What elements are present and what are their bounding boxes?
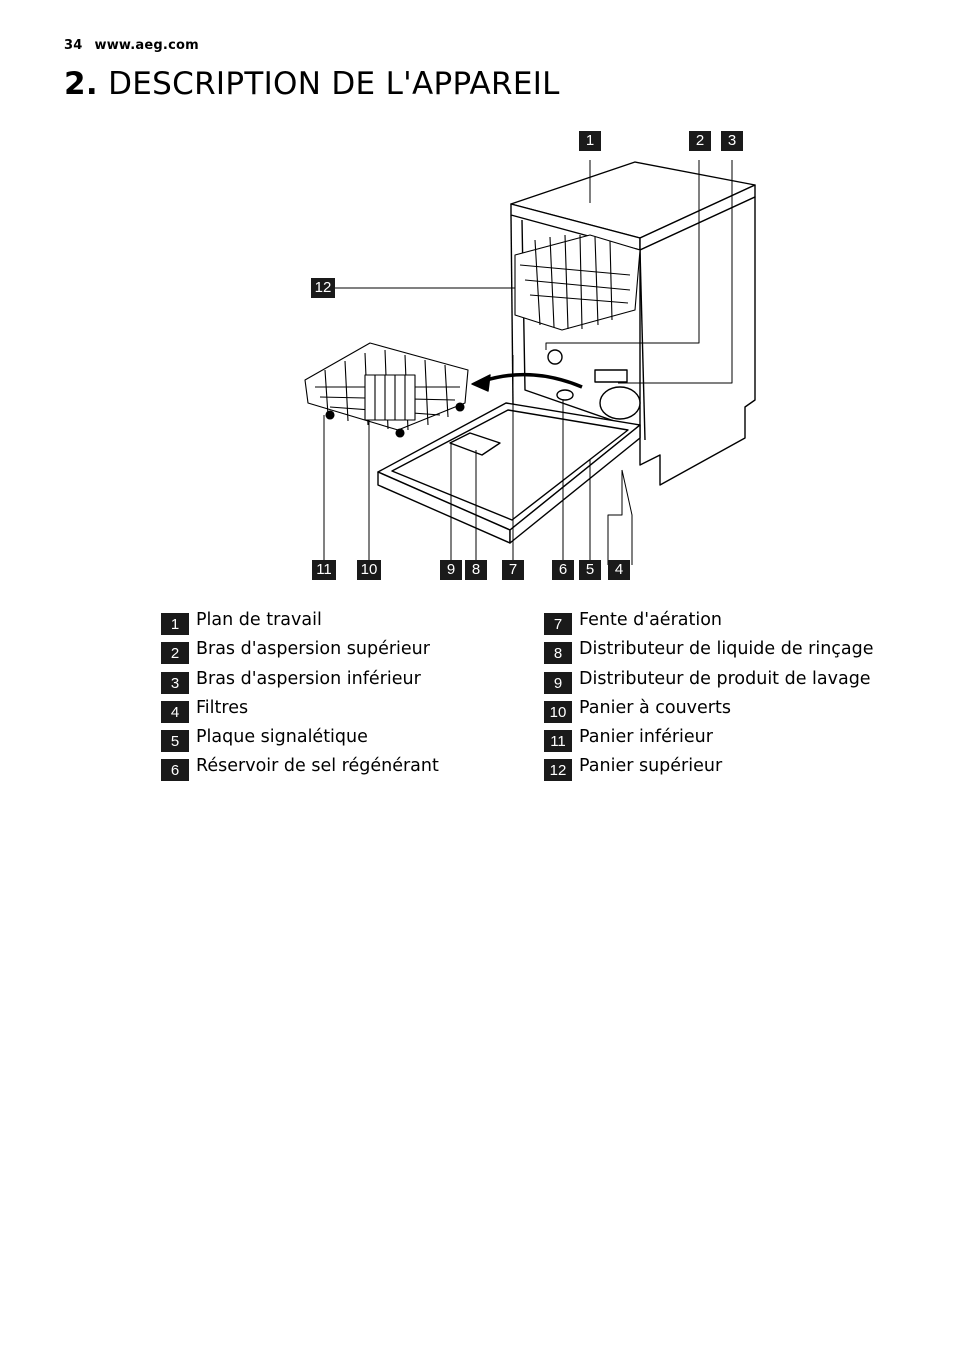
legend-left (161, 610, 541, 786)
salt-reservoir-cap (557, 390, 573, 400)
legend-item (161, 727, 541, 756)
callout-11: 11 (312, 560, 336, 580)
legend-item (544, 610, 924, 639)
basket-arrow (480, 375, 582, 387)
legend-item (544, 639, 924, 668)
legend-number: 7 (544, 613, 572, 635)
legend-item (544, 698, 924, 727)
legend-label: Plaque signalétique (196, 727, 368, 748)
page-header (64, 38, 199, 53)
callout-8: 8 (465, 560, 487, 580)
legend-item (161, 756, 541, 785)
lower-spray-arm-shape (600, 387, 640, 419)
page-number: 34 (64, 38, 83, 53)
legend-number: 9 (544, 672, 572, 694)
callout-6: 6 (552, 560, 574, 580)
upper-basket (515, 235, 640, 330)
basket-arrow-head (472, 375, 490, 391)
legend-number: 12 (544, 759, 572, 781)
spray-arm-hub (595, 370, 627, 382)
upper-spray-arm-shape (548, 350, 562, 364)
dishwasher-illustration (300, 125, 760, 595)
callout-4: 4 (608, 560, 630, 580)
legend-label: Distributeur de liquide de rinçage (579, 639, 874, 660)
callout-9: 9 (440, 560, 462, 580)
callout-2: 2 (689, 131, 711, 151)
legend-label: Bras d'aspersion supérieur (196, 639, 430, 660)
legend-number: 5 (161, 730, 189, 752)
legend-item (161, 669, 541, 698)
legend-item (161, 610, 541, 639)
legend-number: 10 (544, 701, 572, 723)
site-url: www.aeg.com (94, 38, 199, 53)
legend-label: Réservoir de sel régénérant (196, 756, 439, 777)
legend-item (544, 669, 924, 698)
legend-label: Plan de travail (196, 610, 322, 630)
legend-item (161, 698, 541, 727)
section-title-text: DESCRIPTION DE L'APPAREIL (108, 66, 560, 102)
legend-right (544, 610, 924, 786)
section-number: 2. (64, 66, 98, 102)
dishwasher-diagram (300, 125, 760, 595)
legend-label: Fente d'aération (579, 610, 723, 630)
callout-1: 1 (579, 131, 601, 151)
legend-item (544, 756, 924, 785)
legend-label: Panier supérieur (579, 756, 723, 777)
callout-10: 10 (357, 560, 381, 580)
legend-number: 8 (544, 642, 572, 664)
legend-number: 2 (161, 642, 189, 664)
legend-label: Distributeur de produit de lavage (579, 668, 871, 689)
legend-label: Panier inférieur (579, 727, 713, 748)
callout-3: 3 (721, 131, 743, 151)
callout-5: 5 (579, 560, 601, 580)
callout-12: 12 (311, 278, 335, 298)
legend-label: Bras d'aspersion inférieur (196, 668, 421, 689)
legend-number: 1 (161, 613, 189, 635)
legend-number: 11 (544, 730, 572, 752)
callout-7: 7 (502, 560, 524, 580)
legend-number: 3 (161, 672, 189, 694)
legend-item (544, 727, 924, 756)
legend-label: Filtres (196, 697, 249, 718)
legend-item (161, 639, 541, 668)
legend-number: 4 (161, 701, 189, 723)
lower-basket (305, 343, 468, 437)
legend-label: Panier à couverts (579, 697, 731, 718)
legend-number: 6 (161, 759, 189, 781)
section-title (64, 66, 560, 102)
